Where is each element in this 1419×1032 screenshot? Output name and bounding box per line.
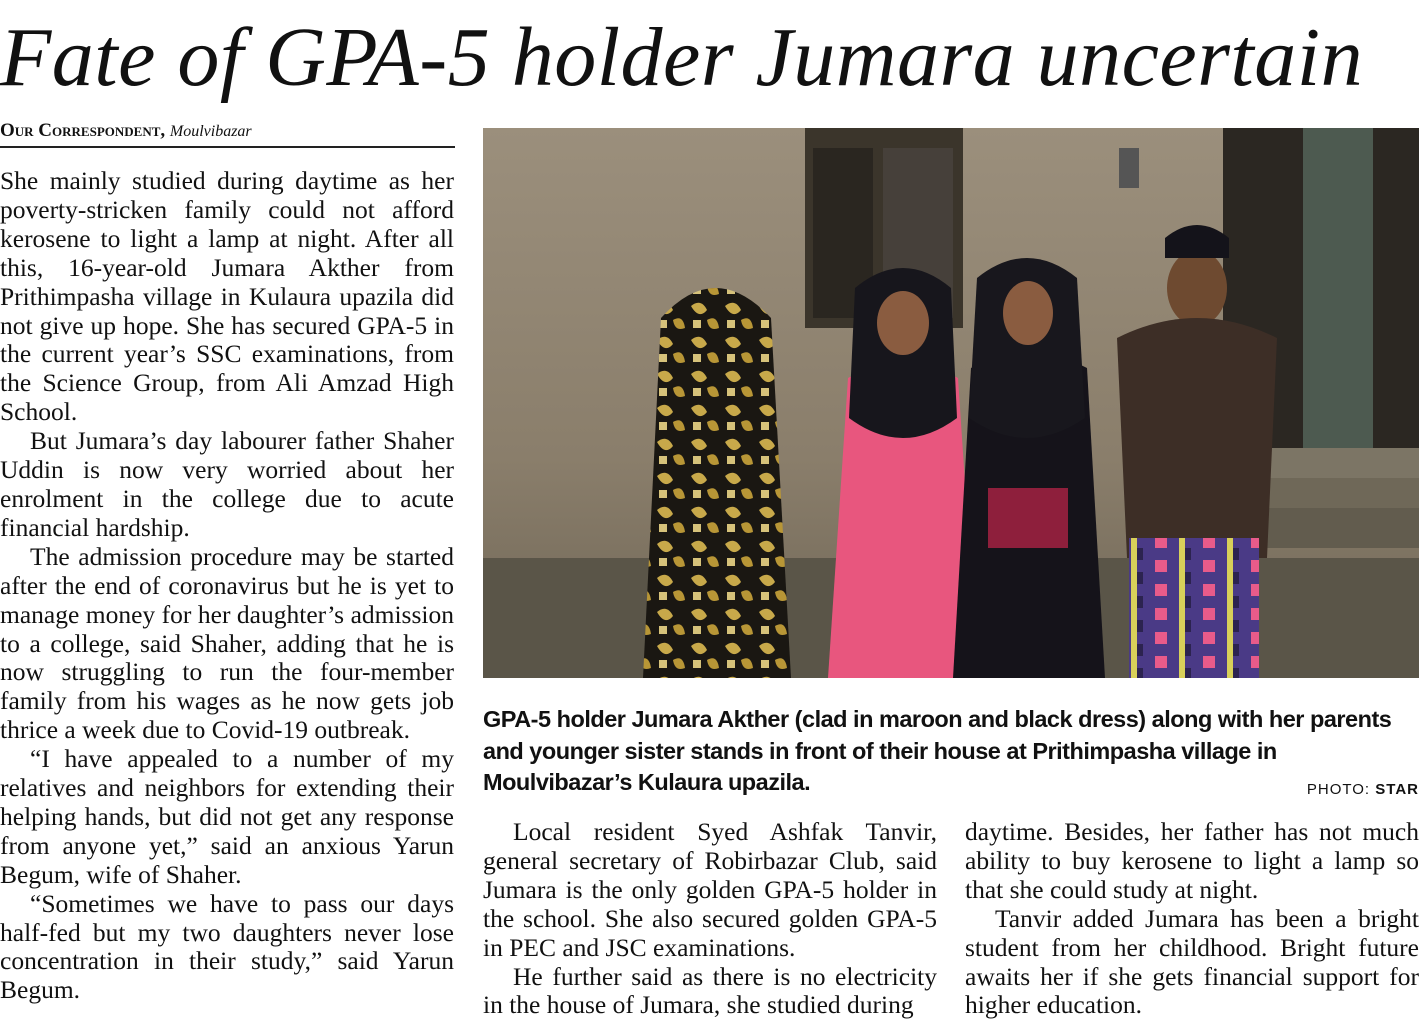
- paragraph: Tanvir added Jumara has been a bright student from her childhood. Bright future awaits her if she gets financial support for higher education.: [965, 903, 1419, 1020]
- byline-author: Our Correspondent,: [0, 120, 166, 141]
- photo-credit-label: PHOTO:: [1306, 781, 1371, 798]
- photo-caption: GPA-5 holder Jumara Akther (clad in maroon and black dress) along with her parents and younger sister stands in front of their house at Prithimpasha village in Moulvibazar’s Kulaura upazila.: [483, 706, 1392, 795]
- paragraph: But Jumara’s day labourer father Shaher Uddin is now very worried about her enrolment in the college due to acute financial hardship.: [0, 426, 454, 542]
- paragraph: daytime. Besides, her father has not much ability to buy kerosene to light a lamp so that she could study at night.: [965, 817, 1419, 904]
- paragraph: She mainly studied during daytime as her poverty-stricken family could not afford kerosene to light a lamp at night. After all this, 16-year-old Jumara Akther from Prithimpasha village in Kulaura upazila did not give up hope. She has secured GPA-5 in the current year’s SSC examinations, from the Science Group, from Ali Amzad High School.: [0, 166, 454, 427]
- article-column-1: [0, 167, 454, 1005]
- family-photo-illustration: [483, 128, 1419, 678]
- paragraph: The admission procedure may be started after the end of coronavirus but he is yet to manage money for her daughter’s admission to a college, said Shaher, adding that he is now struggling to run the four-member family from his wages as he now gets job thrice a week due to Covid-19 outbreak.: [0, 541, 454, 745]
- article-column-2: [483, 818, 937, 1020]
- paragraph: “Sometimes we have to pass our days half-fed but my two daughters never lose concentration in their study,” said Yarun Begum.: [0, 888, 454, 1005]
- paragraph: “I have appealed to a number of my relatives and neighbors for extending their helping hands, but did not get any response from anyone yet,” said an anxious Yarun Begum, wife of Shaher.: [0, 744, 454, 889]
- news-photo: [483, 128, 1419, 678]
- photo-credit-source: STAR: [1375, 781, 1419, 798]
- byline-location: Moulvibazar: [169, 123, 252, 140]
- headline: Fate of GPA-5 holder Jumara uncertain: [0, 11, 1364, 104]
- paragraph: He further said as there is no electricity in the house of Jumara, she studied during: [483, 961, 937, 1020]
- paragraph: Local resident Syed Ashfak Tanvir, general secretary of Robirbazar Club, said Jumara is the only golden GPA-5 holder in the school. She also secured golden GPA-5 in PEC and JSC examinations.: [483, 817, 937, 962]
- article-column-3: [965, 818, 1419, 1020]
- photo-credit: [1307, 778, 1419, 802]
- byline: [0, 118, 455, 148]
